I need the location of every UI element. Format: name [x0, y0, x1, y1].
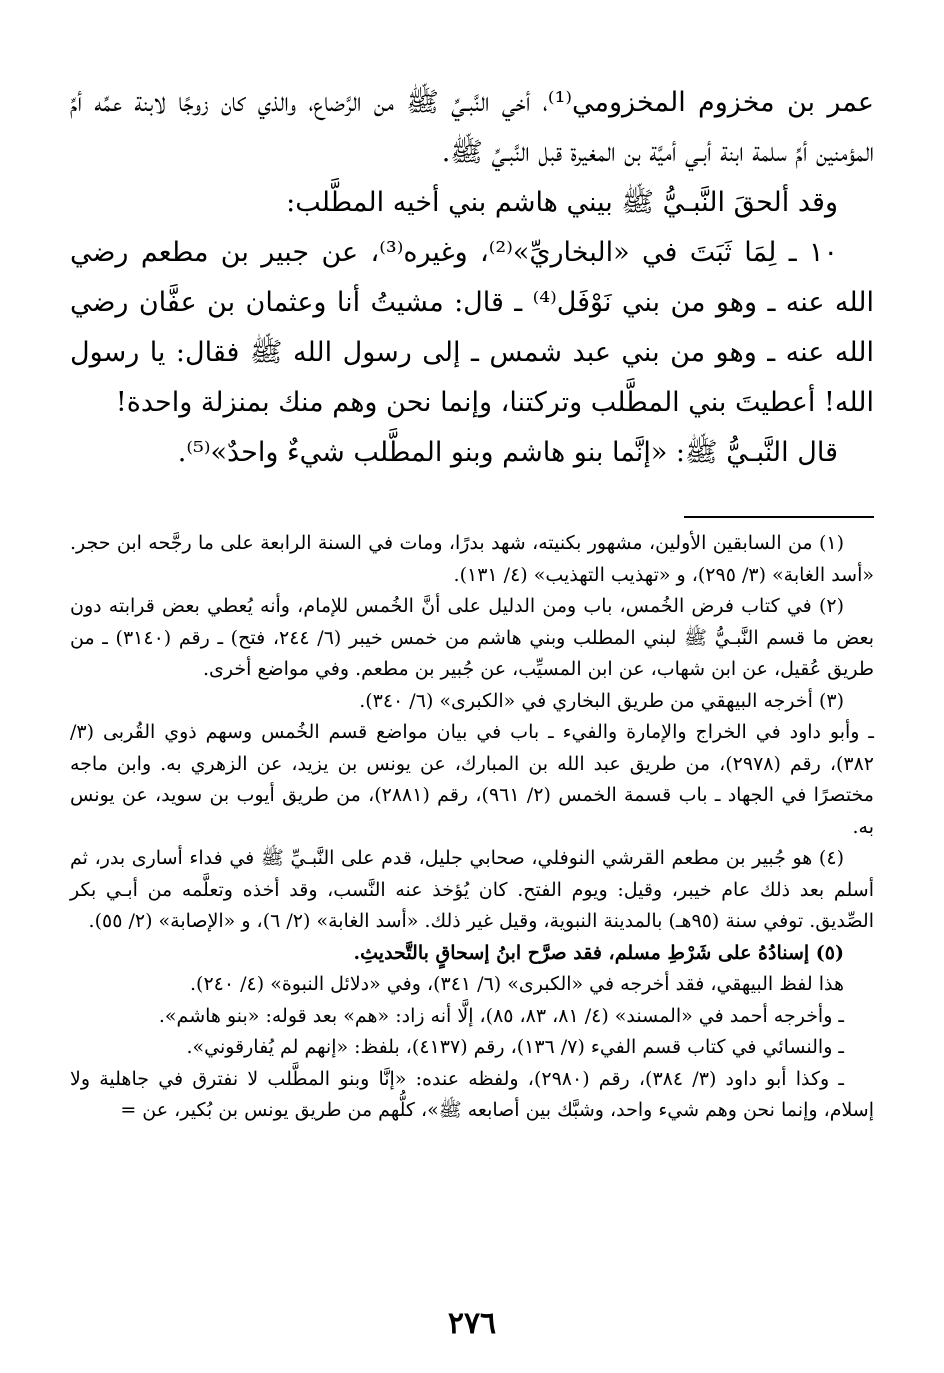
footnote-3-continuation: ـ وأبو داود في الخراج والإمارة والفيء ـ باب في بيان مواضع قسم الخُمس وسهم ذوي القُربى (٣/ ٣٨٢)، رقم (٢٩٧٨)، من طريق عبد الله بن المبارك، عن يونس بن يزيد، عن الزهري به. وابن ماجه مختصرًا في الجهاد ـ باب قسمة الخمس (٢/ ٩٦١)، رقم (٢٨٨١)، من طريق أيوب بن سويد، عن يونس به.	[70, 721, 874, 838]
hadith-10-paragraph: ١٠ ـ لِمَا ثَبَتَ في «البخاريِّ»⁽²⁾، وغيره⁽³⁾، عن جبير بن مطعم رضي الله عنه ـ وهو من بني نَوْفَل⁽⁴⁾ ـ قال: مشيتُ أنا وعثمان بن عفَّان رضي الله عنه ـ وهو من بني عبد شمس ـ إلى رسول الله ﷺ فقال: يا رسول الله! أعطيتَ بني المطَّلب وتركتنا، وإنما نحن وهم منك بمنزلة واحدة!	[70, 237, 875, 418]
footnotes	[70, 528, 874, 1127]
footnote-2: (٢) في كتاب فرض الخُمس، باب ومن الدليل على أنَّ الخُمس للإمام، وأنه يُعطي بعض قرابته دون بعض ما قسم النَّبـيُّ ﷺ لبني المطلب وبني هاشم من خمس خيبر (٦/ ٢٤٤، فتح) ـ رقم (٣١٤٠) ـ من طريق عُقيل، عن ابن شهاب، عن ابن المسيِّب، عن جُبير بن مطعم. وفي مواضع أخرى.	[70, 595, 874, 680]
footnote-5-line-d: ـ وكذا أبو داود (٣/ ٣٨٤)، رقم (٢٩٨٠)، ولفظه عنده: «إنَّا وبنو المطَّلب لا نفترق في جاهلية ولا إسلام، وإنما نحن وهم شيء واحد، وشبَّك بين أصابعه ﷺ»، كلُّهم من طريق يونس بن بُكير، عن =	[70, 1067, 874, 1121]
footnote-3: (٣) أخرجه البيهقي من طريق البخاري في «الكبرى» (٦/ ٣٤٠).	[359, 689, 844, 712]
footnote-5-heading: (٥) إسنادُهُ على شَرْطِ مسلم، فقد صرَّح ابنُ إسحاقٍ بالتَّحديثِ.	[353, 941, 844, 964]
page-number: ٢٧٦	[447, 1306, 497, 1341]
footnote-separator	[684, 516, 874, 518]
footnote-5-line-b: ـ وأخرجه أحمد في «المسند» (٤/ ٨١، ٨٣، ٨٥)، إلَّا أنه زاد: «هم» بعد قوله: «بنو هاشم».	[158, 1004, 844, 1027]
main-paragraph-1: عمر بن مخزوم المخزومي⁽¹⁾، أخي النَّبـيِّ ﷺ من الرَّضاع، والذي كان زوجًا لابنة عمِّه أمِّ المؤمنين أمِّ سلمة ابنة أبـي أميَّة بن المغيرة قبل النَّبـيِّ ﷺ.	[70, 87, 874, 168]
footnote-1: (١) من السابقين الأولين، مشهور بكنيته، شهد بدرًا، ومات في السنة الرابعة على ما رجَّحه ابن حجر. «أسد الغابة» (٣/ ٢٩٥)، و «تهذيب التهذيب» (٤/ ١٣١).	[70, 532, 874, 586]
main-paragraph-2: وقد ألحقَ النَّبـيُّ ﷺ بيني هاشم بني أخيه المطَّلب:	[286, 187, 838, 218]
footnote-4: (٤) هو جُبير بن مطعم القرشي النوفلي، صحابي جليل، قدم على النَّبـيِّ ﷺ في فداء أسارى بدر، ثم أسلم بعد ذلك عام خيبر، وقيل: ويوم الفتح. كان يُؤخذ عنه النَّسب، وقد أخذه وتعلَّمه من أبـي بكر الصِّديق. توفي سنة (٩٥هـ) بالمدينة النبوية، وقيل غير ذلك. «أسد الغابة» (٢/ ٦)، و «الإصابة» (٢/ ٥٥).	[70, 847, 874, 932]
footnote-5-line-c: ـ والنسائي في كتاب قسم الفيء (٧/ ١٣٦)، رقم (٤١٣٧)، بلفظ: «إنهم لم يُفارقوني».	[186, 1036, 844, 1058]
footnote-5-line-a: هذا لفظ البيهقي، فقد أخرجه في «الكبرى» (٦/ ٣٤١)، وفي «دلائل النبوة» (٤/ ٢٤٠).	[190, 973, 844, 995]
main-text	[70, 78, 874, 478]
main-paragraph-4: قال النَّبـيُّ ﷺ: «إنَّما بنو هاشم وبنو المطَّلب شيءٌ واحدٌ»⁽⁵⁾.	[177, 437, 838, 468]
